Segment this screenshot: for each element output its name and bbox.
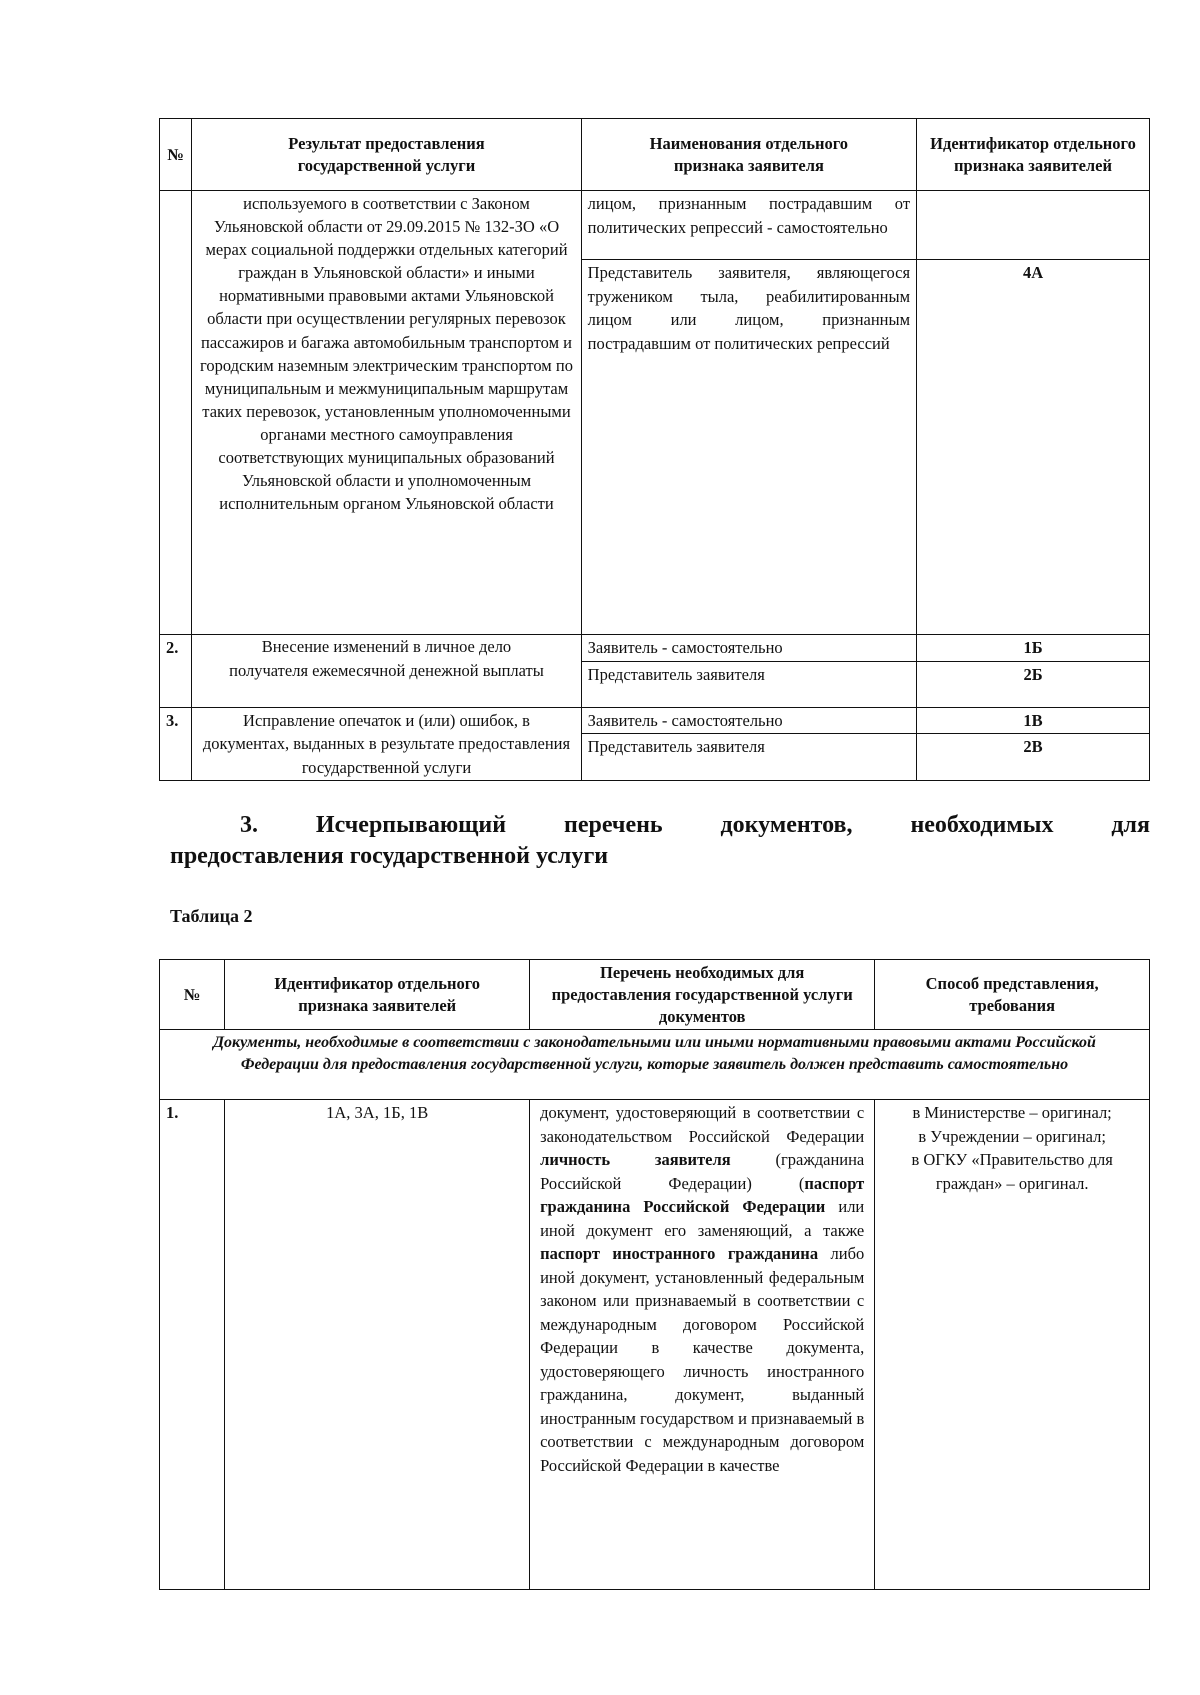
t2-header-num: № [160,960,225,1030]
row-cont-sub2-name: Представитель заявителя, являющегося тружеником тыла, реабилитированным лицом или лицом, признанным пострадавшим от политических репрессий [581,260,916,635]
t2-row1-num: 1. [160,1100,225,1590]
row-cont-sub1-name: лицом, признанным пострадавшим от политических репрессий - самостоятельно [581,191,916,260]
row-cont-num [160,191,192,635]
t2-section-row: Документы, необходимые в соответствии с законодательными или иными нормативными правовыми актами Российской Федерации для предоставления государственной услуги, которые заявитель должен представить самостоятельно [160,1030,1150,1100]
row2-result: Внесение изменений в личное дело получателя ежемесячной денежной выплаты [192,635,581,708]
t2-row1-doc-c: (гражданина Российской Федерации) ( [540,1150,865,1193]
row-cont-sub2-id: 4А [917,260,1150,635]
row3-sub1-name: Заявитель - самостоятельно [581,707,916,734]
header-result: Результат предоставления государственной услуги [192,119,581,191]
t2-row1-doc-a: документ, удостоверяющий в соответствии с законодательством Российской Федерации [540,1103,865,1146]
t2-row1-doc-b: личность заявителя [540,1150,731,1169]
section-heading [170,810,1150,872]
t2-row1-doc-e: или иной документ его заменяющий, а также [540,1197,865,1240]
t2-header-id: Идентификатор отдельного признака заявителей [225,960,530,1030]
t2-header-method: Способ представления, требования [875,960,1150,1030]
t2-row1-docs [530,1100,875,1590]
row-cont-result: используемого в соответствии с Законом Ульяновской области от 29.09.2015 № 132-ЗО «О мерах социальной поддержки отдельных категорий граждан в Ульяновской области» и иными нормативными правовыми актами Ульяновской области при осуществлении регулярных перевозок пассажиров и багажа автомобильным транспортом и городским наземным электрическим транспортом по муниципальным и межмуниципальным маршрутам таких перевозок, установленным уполномоченными органами местного самоуправления соответствующих муниципальных образований Ульяновской области и уполномоченным исполнительным органом Ульяновской области [192,191,581,635]
row2-sub2-id: 2Б [917,661,1150,707]
row2-sub1-name: Заявитель - самостоятельно [581,635,916,662]
row2-sub2-name: Представитель заявителя [581,661,916,707]
t2-header-list: Перечень необходимых для предоставления государственной услуги документов [530,960,875,1030]
row3-sub2-id: 2В [917,734,1150,781]
t2-row1-method-2: в Учреждении – оригинал; [918,1126,1106,1146]
row-cont-sub1-id [917,191,1150,260]
section-heading-line1: 3. Исчерпывающий перечень документов, необходимых для [240,812,1150,838]
header-name: Наименования отдельного признака заявителя [581,119,916,191]
t2-row1-doc-d: паспорт гражданина Российской Федерации [540,1173,865,1216]
table-2 [159,959,1150,1590]
row3-result: Исправление опечаток и (или) ошибок, в документах, выданных в результате предоставления государственной услуги [192,707,581,781]
t2-row1-doc-f: паспорт иностранного гражданина [540,1244,819,1263]
row3-sub1-id: 1В [917,707,1150,734]
t2-row1-doc-g: либо иной документ, установленный федеральным законом или признаваемый в соответствии с международным договором Российской Федерации в качестве документа, удостоверяющего личность иностранного гражданина, документ, выданный иностранным государством и признаваемый в соответствии с международным договором Российской Федерации в качестве [540,1244,865,1475]
table-caption: Таблица 2 [170,906,253,926]
header-num: № [160,119,192,191]
t2-row1-ids: 1А, 3А, 1Б, 1В [225,1100,530,1590]
header-id: Идентификатор отдельного признака заявителей [917,119,1150,191]
row3-num: 3. [160,707,192,781]
section-heading-line2: предоставления государственной услуги [170,843,609,869]
row2-sub1-id: 1Б [917,635,1150,662]
t2-row1-method-3: в ОГКУ «Правительство для граждан» – оригинал. [911,1150,1113,1193]
row2-num: 2. [160,635,192,708]
t2-row1-method [875,1100,1150,1590]
t2-row1-method-1: в Министерстве – оригинал; [912,1103,1112,1122]
row3-sub2-name: Представитель заявителя [581,734,916,781]
table-1 [159,118,1150,781]
